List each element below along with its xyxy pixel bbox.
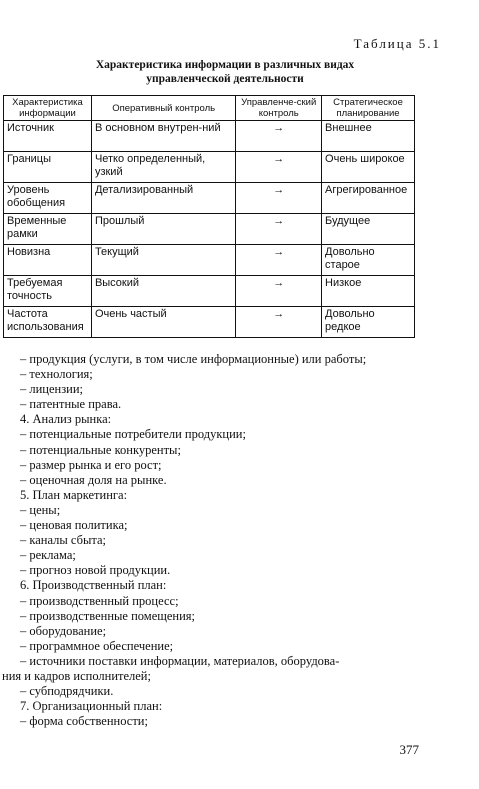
arrow-icon: →	[236, 276, 322, 307]
table-row	[4, 121, 415, 152]
arrow-icon: →	[236, 152, 322, 183]
section-heading: 5. План маркетинга:	[20, 487, 128, 502]
header-management-control: Управленче-ский контроль	[236, 96, 322, 121]
table-cell: Четко определенный, узкий	[91, 152, 235, 183]
body-text	[2, 352, 440, 729]
table-cell: Границы	[4, 152, 92, 183]
section-heading: 6. Производственный план:	[20, 578, 167, 593]
text-line: – субподрядчики.	[20, 684, 114, 699]
table-cell: Агрегированное	[322, 183, 415, 214]
text-line: – форма собственности;	[20, 714, 148, 729]
table-cell: Довольно старое	[322, 245, 415, 276]
text-line: – каналы сбыта;	[20, 533, 107, 548]
table-cell: Очень частый	[91, 307, 235, 338]
arrow-icon: →	[236, 214, 322, 245]
table-row	[4, 183, 415, 214]
table-row	[4, 214, 415, 245]
arrow-icon: →	[236, 245, 322, 276]
table-cell: Внешнее	[322, 121, 415, 152]
text-line: – потенциальные потребители продукции;	[20, 427, 246, 442]
header-strategic-planning: Стратегическое планирование	[322, 96, 415, 121]
table-cell: Частота использования	[4, 307, 92, 338]
table-cell: Будущее	[322, 214, 415, 245]
text-line: – источники поставки информации, материалов, оборудова-	[20, 653, 340, 668]
table-header-row	[4, 96, 415, 121]
text-line: – реклама;	[20, 548, 76, 563]
section-heading: 4. Анализ рынка:	[20, 412, 112, 427]
text-line: – продукция (услуги, в том числе информационные) или работы;	[20, 352, 367, 366]
arrow-icon: →	[236, 121, 322, 152]
arrow-icon: →	[236, 183, 322, 214]
table-cell: Детализированный	[91, 183, 235, 214]
text-line: – технология;	[20, 367, 93, 382]
text-line: – производственный процесс;	[20, 593, 179, 608]
text-line: – производственные помещения;	[20, 608, 196, 623]
table-cell: Временные рамки	[4, 214, 92, 245]
text-line: – ценовая политика;	[20, 518, 128, 533]
information-characteristics-table	[3, 95, 415, 338]
text-line: – прогноз новой продукции.	[20, 563, 171, 578]
table-cell: Новизна	[4, 245, 92, 276]
table-cell: Низкое	[322, 276, 415, 307]
table-title: Характеристика информации в различных видах управленческой деятельности	[95, 59, 355, 85]
table-row	[4, 307, 415, 338]
table-cell: Довольно редкое	[322, 307, 415, 338]
header-characteristic: Характеристика информации	[4, 96, 92, 121]
text-line: – оценочная доля на рынке.	[20, 472, 167, 487]
text-line: – потенциальные конкуренты;	[20, 442, 181, 457]
table-cell: Высокий	[91, 276, 235, 307]
text-line: – оборудование;	[20, 623, 107, 638]
table-cell: Текущий	[91, 245, 235, 276]
table-row	[4, 152, 415, 183]
table-cell: Очень широкое	[322, 152, 415, 183]
text-line: – лицензии;	[20, 382, 84, 397]
section-heading: 7. Организационный план:	[20, 699, 163, 714]
table-cell: Прошлый	[91, 214, 235, 245]
table-cell: Уровень обобщения	[4, 183, 92, 214]
table-cell: Требуемая точность	[4, 276, 92, 307]
table-number-label: Таблица 5.1	[353, 36, 441, 51]
table-cell: В основном внутрен-ний	[91, 121, 235, 152]
table-cell: Источник	[4, 121, 92, 152]
text-line: – патентные права.	[20, 397, 122, 412]
text-line: – программное обеспечение;	[20, 638, 174, 653]
table-row	[4, 276, 415, 307]
text-line: – цены;	[20, 502, 61, 517]
table-row	[4, 245, 415, 276]
header-operational-control: Оперативный контроль	[91, 96, 235, 121]
arrow-icon: →	[236, 307, 322, 338]
text-line-continuation: ния и кадров исполнителей;	[2, 668, 151, 683]
text-line: – размер рынка и его рост;	[20, 457, 162, 472]
page-number: 377	[399, 742, 419, 757]
